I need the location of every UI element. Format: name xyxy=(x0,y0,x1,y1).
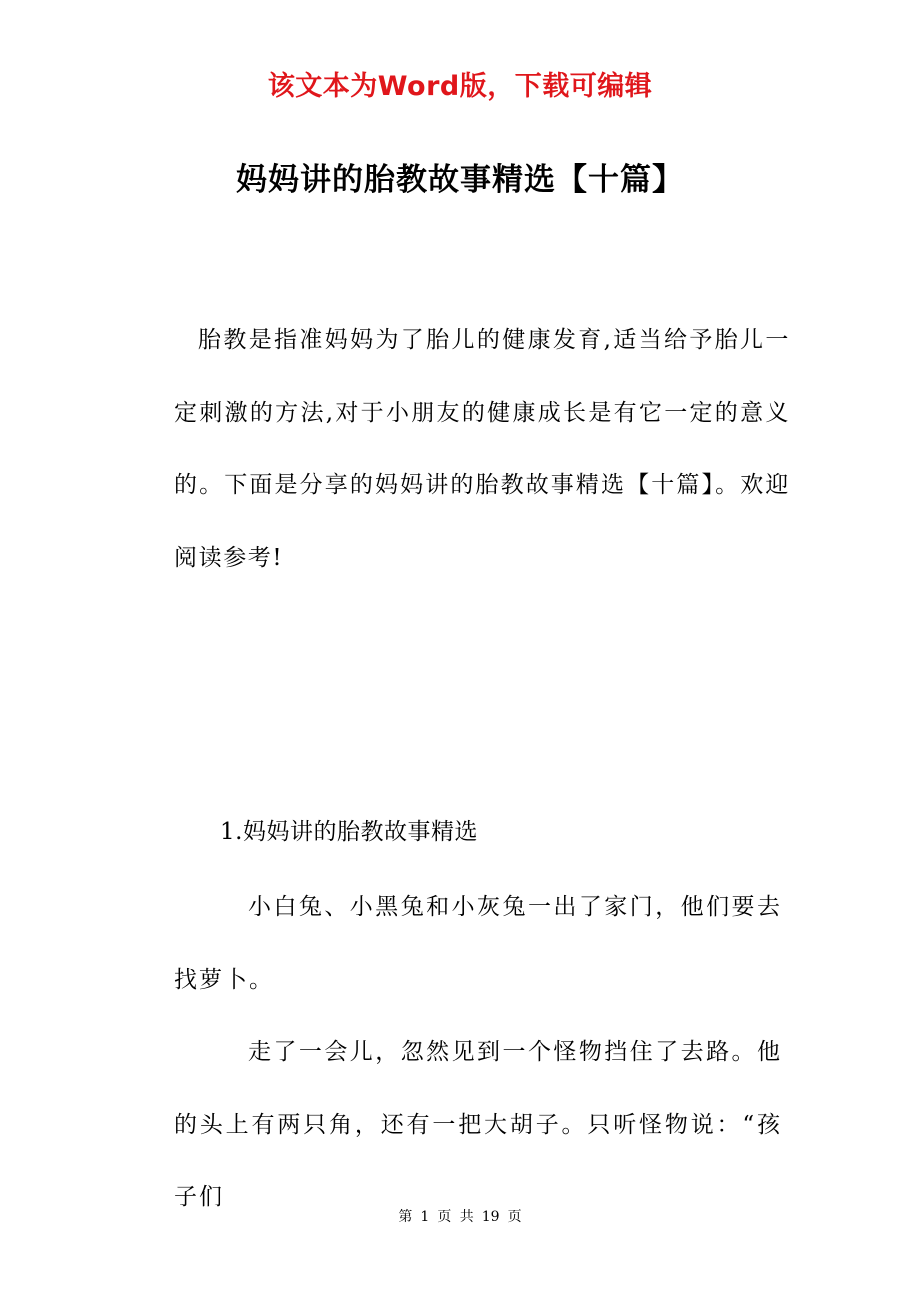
story-paragraph: 小白兔、小黑兔和小灰兔一出了家门，他们要去找萝卜。 xyxy=(174,894,782,993)
footer-middle: 页 共 xyxy=(437,1209,474,1225)
footer-suffix: 页 xyxy=(507,1209,522,1225)
download-banner: 该文本为Word版，下载可编辑 xyxy=(267,71,653,102)
page-number: 1 xyxy=(420,1209,430,1225)
intro-paragraph: 胎教是指准妈妈为了胎儿的健康发育,适当给予胎儿一定刺激的方法,对于小朋友的健康成长是有它一定的意义的。下面是分享的妈妈讲的胎教故事精选【十篇】。欢迎阅读参考! xyxy=(174,327,790,571)
document-title: 妈妈讲的胎教故事精选【十篇】 xyxy=(236,162,684,198)
section-heading: 1.妈妈讲的胎教故事精选 xyxy=(220,819,478,845)
story-paragraph: 走了一会儿，忽然见到一个怪物挡住了去路。他的头上有两只角，还有一把大胡子。只听怪物说：“孩子们 xyxy=(174,1039,782,1210)
page-footer xyxy=(0,1206,920,1226)
total-pages: 19 xyxy=(481,1209,500,1225)
footer-prefix: 第 xyxy=(398,1209,413,1225)
